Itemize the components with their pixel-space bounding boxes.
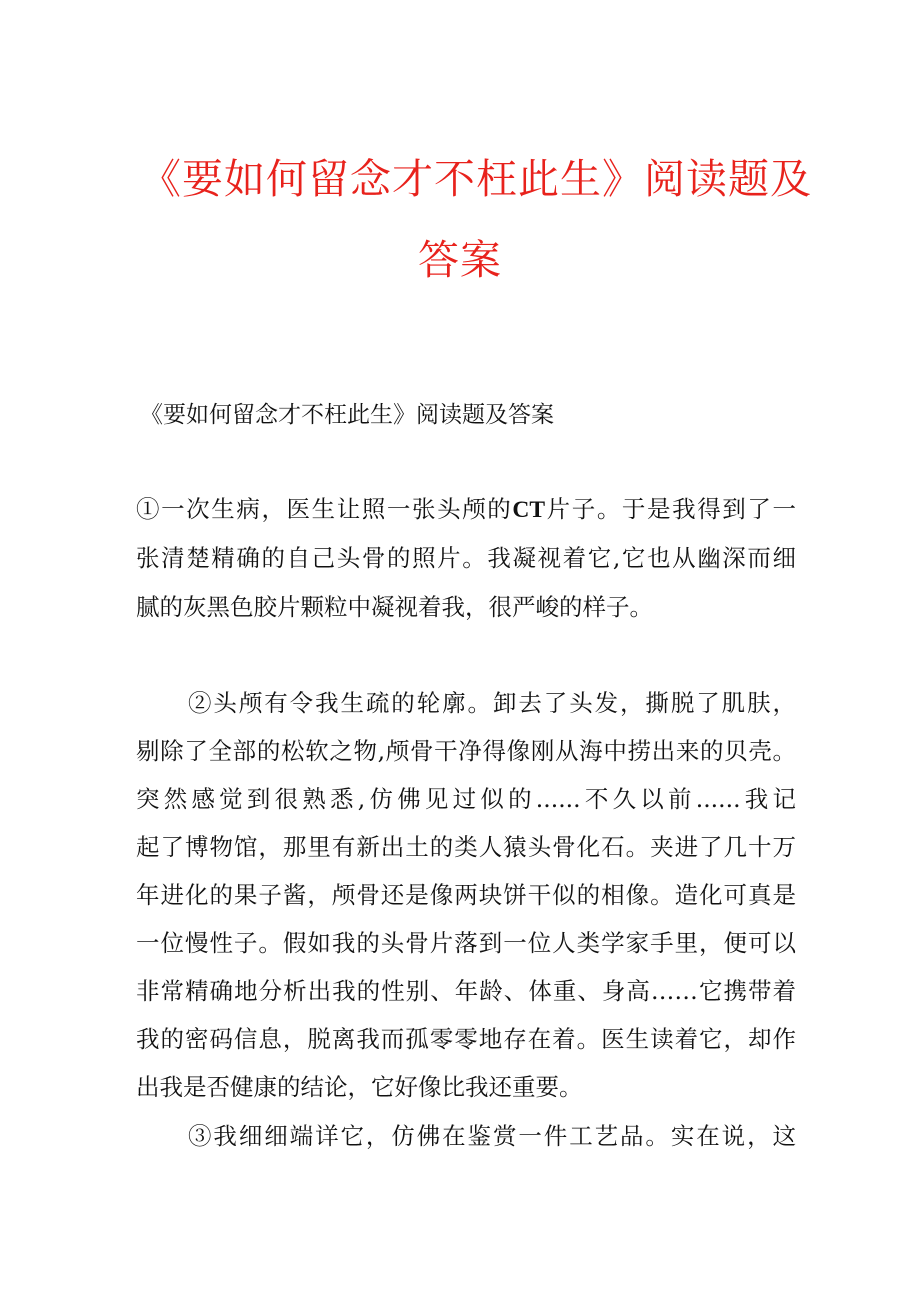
paragraph-1-text-a: ①一次生病，医生让照一张头颅的 <box>136 495 513 523</box>
paragraph-1-line-2: 张清楚精确的自己头骨的照片。我凝视着它,它也从幽深而细 <box>136 544 796 572</box>
paragraph-1-line-1 <box>136 492 796 527</box>
document-title-line-2: 答案 <box>418 236 502 284</box>
paragraph-2-line-7: 非常精确地分析出我的性别、年龄、体重、身高……它携带着 <box>136 977 796 1005</box>
paragraph-2-line-1: ②头颅有令我生疏的轮廓。卸去了头发，撕脱了肌肤， <box>188 689 796 717</box>
document-title-line-1: 《要如何留念才不枉此生》阅读题及 <box>140 155 812 203</box>
paragraph-2-line-2: 剔除了全部的松软之物,颅骨干净得像刚从海中捞出来的贝壳。 <box>136 737 796 765</box>
paragraph-2-line-9: 出我是否健康的结论，它好像比我还重要。 <box>136 1073 583 1101</box>
paragraph-1-text-b: 片子。于是我得到了一 <box>545 495 796 523</box>
paragraph-2-line-3: 突然感觉到很熟悉,仿佛见过似的......不久以前......我记 <box>136 785 796 813</box>
ct-term: CT <box>512 497 546 523</box>
paragraph-2-line-4: 起了博物馆，那里有新出土的类人猿头骨化石。夹进了几十万 <box>136 833 796 861</box>
document-subtitle: 《要如何留念才不枉此生》阅读题及答案 <box>140 402 554 428</box>
paragraph-2-line-8: 我的密码信息，脱离我而孤零零地存在着。医生读着它，却作 <box>136 1025 796 1053</box>
paragraph-2-line-6: 一位慢性子。假如我的头骨片落到一位人类学家手里，便可以 <box>136 929 796 957</box>
paragraph-1-line-3: 腻的灰黑色胶片颗粒中凝视着我，很严峻的样子。 <box>136 593 653 621</box>
paragraph-3-line-1: ③我细细端详它，仿佛在鉴赏一件工艺品。实在说，这 <box>188 1122 796 1150</box>
paragraph-2-line-5: 年进化的果子酱，颅骨还是像两块饼干似的相像。造化可真是 <box>136 881 796 909</box>
